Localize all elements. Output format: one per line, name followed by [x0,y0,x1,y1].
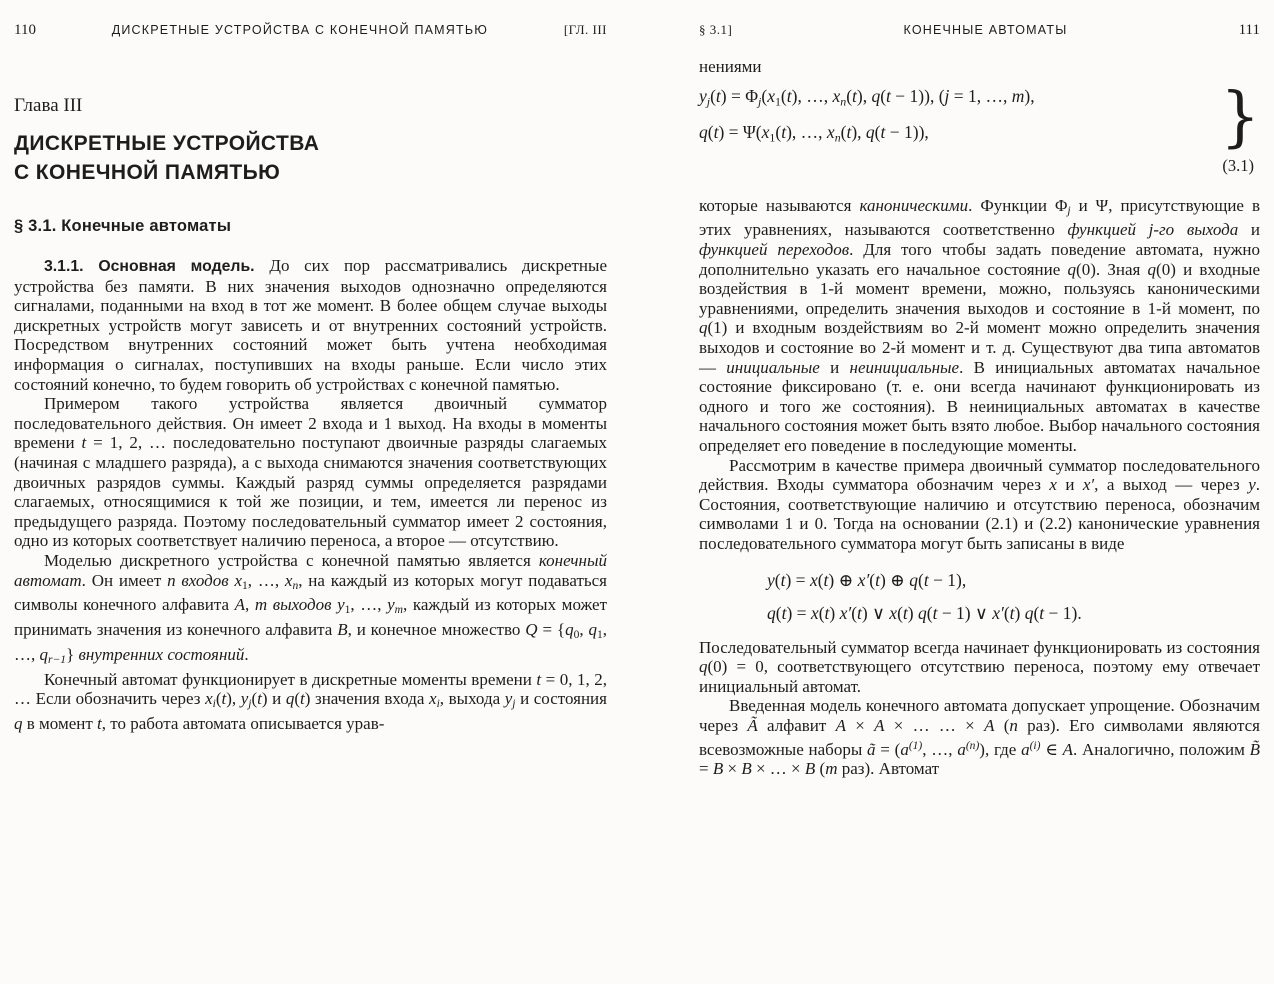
page-111 [637,0,1274,984]
chapter-title-line1: ДИСКРЕТНЫЕ УСТРОЙСТВА [14,132,320,155]
running-title: КОНЕЧНЫЕ АВТОМАТЫ [903,23,1068,37]
paragraph-basic-model: 3.1.1. Основная модель. До сих пор рассматривались дискретные устройства без памяти. В них значения выходов однозначно определяются сигналами, поданными на вход в тот же момент. В более общем случае выходы дискретных устройств могут зависеть и от внутренних состояний устройств. Посредством внутренних состояний может быть учтена необходимая информация о сигналах, поступивших на входы раньше. Если число этих состояний конечно, то будем говорить об устройствах с конечной памятью. [14,256,607,394]
paragraph-model-simplification: Введенная модель конечного автомата допускает упрощение. Обозначим через Ã алфавит A × A × … … × A (n раз). Его символами являются всевозможные наборы ã = ($a^{(1)}$, …, $a^{(n)}$), где $a^{(i)}$ ∈ A. Аналогично, положим B̃ = B × B × … × B (m раз). Автомат [699,696,1261,778]
paragraph-automaton-operation: Конечный автомат функционирует в дискретные моменты времени t = 0, 1, 2, … Если обозначить через $x_i(t)$, $y_j(t)$ и q(t) значения входа $x_i$, выхода $y_j$ и состояния q в момент t, то работа автомата описывается урав- [14,669,607,734]
chapter-title-line2: С КОНЕЧНОЙ ПАМЯТЬЮ [14,161,281,184]
page-number: 111 [1238,22,1260,38]
equation-3-1-label: (3.1) [1222,155,1254,175]
page-number: 110 [14,22,36,38]
equation-adder [767,564,1260,630]
paragraph-adder-states: Рассмотрим в качестве примера двоичный сумматор последовательного действия. Входы сумматора обозначим через x и x′, а выход — через y. Состояния, соответствующие наличию и отсутствию переноса, обозначим символами 1 и 0. Тогда на основании (2.1) и (2.2) канонические уравнения последовательного сумматора могут быть записаны в виде [699,455,1260,553]
running-title: ДИСКРЕТНЫЕ УСТРОЙСТВА С КОНЕЧНОЙ ПАМЯТЬЮ [111,23,489,37]
section-ref: § 3.1] [699,22,733,37]
equation-adder-line2: q(t) = x(t) x′(t) ∨ x(t) q(t − 1) ∨ x′(t) q(t − 1). [767,602,1082,623]
equation-3-1-line2: $q(t) = \Psi(x_1(t)$, …, $x_n(t)$, q(t − 1)), [699,122,929,145]
paragraph-canonical-equations: которые называются каноническими. Функции $\Phi_j$ и Ψ, присутствующие в этих уравнениях, называются соответственно функцией j-го выхода и функцией переходов. Для того чтобы задать поведение автомата, нужно дополнительно указать его начальное состояние q(0). Зная q(0) и входные воздействия в 1-й момент времени, можно, пользуясь каноническими уравнениями, определить значения выходов и состояние в 1-й момент, по q(1) и входным воздействиям во 2-й момент можно определить значения выходов и состояние во 2-й момент и т. д. Существуют два типа автоматов — инициальные и неинициальные. В инициальных автоматах начальное состояние фиксировано (т. е. они всегда начинают функционировать из одного и того же состояния). В неинициальных автоматах в качестве начального состояния может быть взято любое. Выбор начального состояния определяет его поведение в последующие моменты. [699,195,1260,456]
running-head-left [14,22,607,39]
equation-adder-line1: y(t) = x(t) ⊕ x′(t) ⊕ q(t − 1), [767,569,967,590]
continuation-word: нениями [699,57,762,76]
paragraph-adder-example: Примером такого устройства является двоичный сумматор последовательного действия. Он имеет 2 входа и 1 выход. На входы в моменты времени t = 1, 2, … последовательно поступают двоичные разряды слагаемых (начиная с младшего разряда), а с выхода снимаются значения соответствующих двоичных разрядов суммы. Каждый разряд суммы определяется разрядами слагаемых, относящимися к той же позиции, и тем, имеется ли перенос из предыдущего разряда. Поэтому последовательный сумматор имеет 2 состояния, одно из которых соответствует наличию переноса, а второе — отсутствию. [14,394,608,551]
chapter-ref: [ГЛ. III [563,22,607,37]
chapter-title [14,129,607,187]
equation-3-1-line1: $y_j(t) = \Phi_j(x_1(t)$, …, $x_n(t)$, q(t − 1)), (j = 1, …, m), [699,86,1035,109]
section-heading: § 3.1. Конечные автоматы [14,217,232,235]
paragraph-automaton-model: Моделью дискретного устройства с конечной памятью является конечный автомат. Он имеет n входов $x_1$, …, $x_n$, на каждый из которых могут подаваться символы конечного алфавита A, m выходов $y_1$, …, $y_m$, каждый из которых может принимать значения из конечного алфавита B, и конечное множество $Q = \{q_0$, $q_1$, …, $q_{r-1}$} внутренних состояний. [14,550,608,667]
running-head-right [699,22,1260,39]
paragraph-initial-automaton: Последовательный сумматор всегда начинает функционировать из состояния q(0) = 0, соответствующего отсутствию переноса, поэтому ему отвечает инициальный автомат. [699,637,1260,696]
equation-3-1 [699,78,1260,156]
chapter-label: Глава III [14,95,83,116]
equation-brace: } [1220,78,1260,156]
